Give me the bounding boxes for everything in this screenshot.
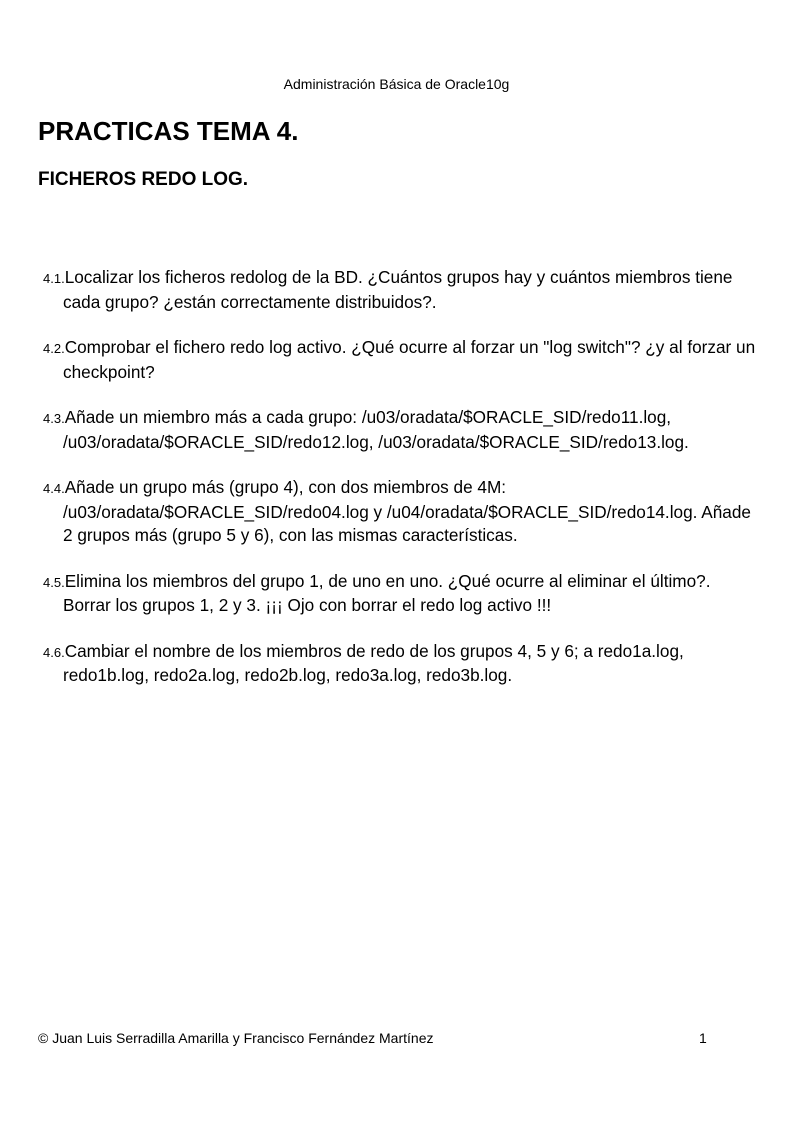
page-title: PRACTICAS TEMA 4. bbox=[38, 116, 299, 146]
running-header: Administración Básica de Oracle10g bbox=[283, 76, 510, 92]
exercise-text: Comprobar el fichero redo log activo. ¿Qué ocurre al forzar un "log switch"? ¿y al forzar un checkpoint? bbox=[63, 337, 756, 382]
exercise-number: 4.1. bbox=[43, 271, 65, 286]
section-subtitle: FICHEROS REDO LOG. bbox=[38, 169, 249, 190]
footer-copyright: © Juan Luis Serradilla Amarilla y Francisco Fernández Martínez bbox=[38, 1030, 434, 1046]
exercise-text: Localizar los ficheros redolog de la BD. ¿Cuántos grupos hay y cuántos miembros tiene cada grupo? ¿están correctamente distribuidos?. bbox=[63, 267, 733, 312]
exercise-item-4-2 bbox=[43, 336, 763, 384]
exercise-text: Añade un miembro más a cada grupo: /u03/oradata/$ORACLE_SID/redo11.log, /u03/oradata/$ORACLE_SID/redo12.log, /u03/oradata/$ORACLE_SID/redo13.log. bbox=[63, 407, 689, 452]
exercise-item-4-5 bbox=[43, 570, 763, 618]
exercise-text: Añade un grupo más (grupo 4), con dos miembros de 4M: /u03/oradata/$ORACLE_SID/redo04.log y /u04/oradata/$ORACLE_SID/redo14.log. Añade 2 grupos más (grupo 5 y 6), con las mismas características. bbox=[63, 477, 751, 545]
exercise-number: 4.2. bbox=[43, 341, 65, 356]
exercise-number: 4.3. bbox=[43, 411, 65, 426]
exercise-number: 4.4. bbox=[43, 481, 65, 496]
exercise-item-4-3 bbox=[43, 406, 763, 454]
page-number: 1 bbox=[699, 1030, 707, 1046]
exercise-number: 4.6. bbox=[43, 644, 65, 660]
exercise-number: 4.5. bbox=[43, 574, 65, 590]
exercise-item-4-1 bbox=[43, 266, 763, 314]
exercise-item-4-4 bbox=[43, 476, 763, 548]
exercise-item-4-6 bbox=[43, 640, 763, 688]
exercise-list bbox=[43, 266, 763, 710]
exercise-text: Elimina los miembros del grupo 1, de uno en uno. ¿Qué ocurre al eliminar el último?. Borrar los grupos 1, 2 y 3. ¡¡¡ Ojo con borrar el redo log activo !!! bbox=[63, 570, 711, 615]
exercise-text: Cambiar el nombre de los miembros de redo de los grupos 4, 5 y 6; a redo1a.log, redo1b.log, redo2a.log, redo2b.log, redo3a.log, redo3b.log. bbox=[63, 640, 684, 685]
